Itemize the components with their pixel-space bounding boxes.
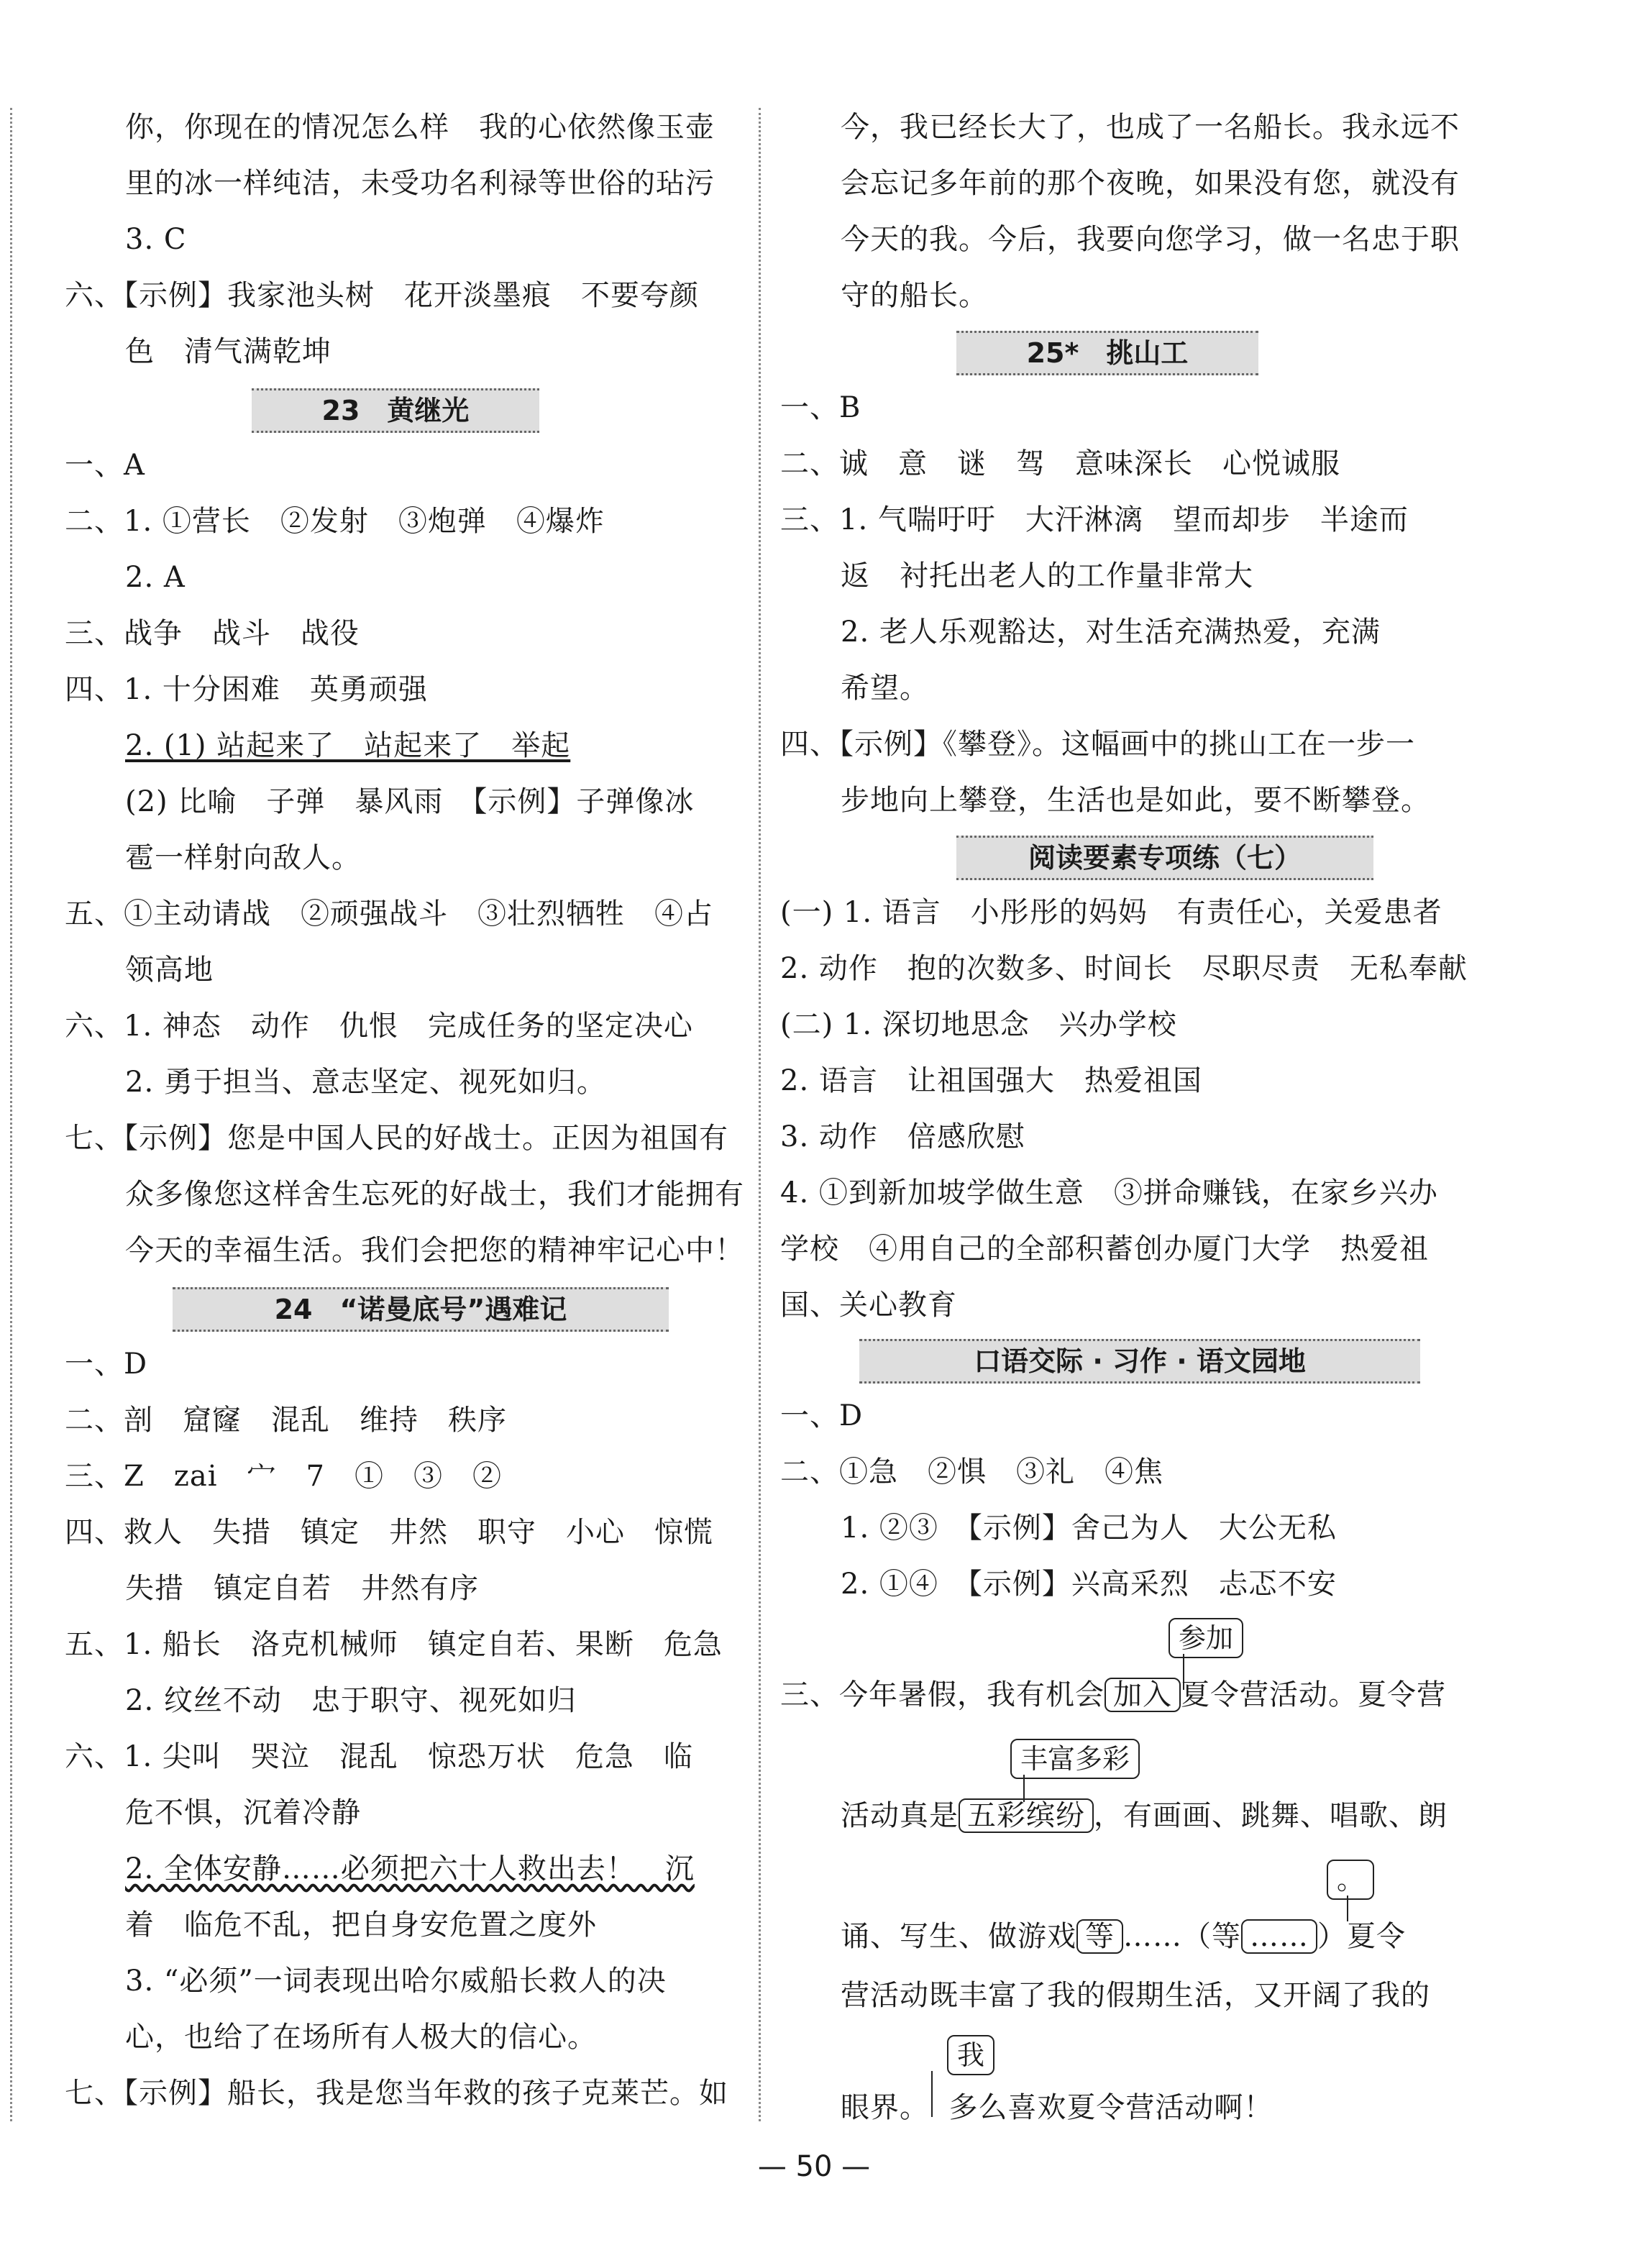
text-line	[780, 1677, 1446, 1713]
marked-word: 加入	[1105, 1678, 1181, 1712]
text-line: (二) 1. 深切地思念 兴办学校	[780, 1008, 1177, 1041]
section-heading-23: 23 黄继光	[252, 388, 539, 433]
edit-mark	[1347, 1896, 1348, 1921]
text-line: 众多像您这样舍生忘死的好战士，我们才能拥有	[125, 1178, 744, 1211]
text-line: 返 衬托出老人的工作量非常大	[841, 559, 1253, 593]
text-line: 六、1. 神态 动作 仇恨 完成任务的坚定决心	[65, 1010, 693, 1043]
text-line: 一、A	[65, 449, 145, 482]
text-line	[841, 2090, 1273, 2126]
text-line: 3. C	[125, 223, 187, 256]
text-line	[841, 1919, 1406, 1954]
text-line: 二、①急 ②惧 ③礼 ④焦	[780, 1455, 1163, 1489]
text-line: 四、1. 十分困难 英勇顽强	[65, 673, 428, 706]
section-heading-oral: 口语交际 · 习作 · 语文园地	[859, 1339, 1420, 1384]
text-line: 一、B	[780, 391, 861, 424]
text-line: 2. 老人乐观豁达，对生活充满热爱，充满	[841, 616, 1381, 649]
text-line: 1. ②③ 【示例】舍己为人 大公无私	[841, 1512, 1337, 1545]
text-line: 国、关心教育	[780, 1289, 957, 1322]
text-segment: ……（等	[1123, 1920, 1241, 1953]
text-line: 二、诚 意 谜 驾 意味深长 心悦诚服	[780, 447, 1340, 480]
insert-box: 丰富多彩	[1010, 1739, 1140, 1779]
text-line: 三、Z zai 宀 7 ① ③ ②	[65, 1460, 502, 1493]
text-line: 今天的幸福生活。我们会把您的精神牢记心中！	[125, 1234, 744, 1267]
text-line: 领高地	[125, 954, 214, 987]
section-heading-25: 25* 挑山工	[956, 331, 1258, 375]
insert-box: 。	[1327, 1860, 1374, 1900]
text-line: 六、1. 尖叫 哭泣 混乱 惊恐万状 危急 临	[65, 1740, 693, 1773]
text-line: 三、战争 战斗 战役	[65, 617, 360, 650]
text-line: 今天的我。今后，我要向您学习，做一名忠于职	[841, 223, 1460, 256]
marked-word: ……	[1241, 1919, 1317, 1954]
text-line: 二、剖 窟窿 混乱 维持 秩序	[65, 1404, 507, 1437]
insert-box: 我	[947, 2035, 994, 2075]
text-line: 2. A	[125, 561, 186, 594]
text-segment: 诵、写生、做游戏	[841, 1920, 1076, 1953]
text-segment: 夏令营活动。夏令营	[1181, 1678, 1446, 1711]
text-line: (2) 比喻 子弹 暴风雨 【示例】子弹像冰	[125, 785, 695, 818]
text-line: 营活动既丰富了我的假期生活，又开阔了我的	[841, 1979, 1430, 2012]
text-segment: 多么喜欢夏令营活动啊！	[948, 2091, 1273, 2124]
text-line: 二、1. ①营长 ②发射 ③炮弹 ④爆炸	[65, 505, 605, 538]
text-line: 2. 勇于担当、意志坚定、视死如归。	[125, 1066, 606, 1099]
page-number: — 50 —	[757, 2150, 871, 2183]
text-line: 七、【示例】船长，我是您当年救的孩子克莱芒。如	[65, 2077, 728, 2110]
text-line: 失措 镇定自若 井然有序	[125, 1572, 479, 1605]
text-line: 3. 动作 倍感欣慰	[780, 1120, 1025, 1153]
text-line: 雹一样射向敌人。	[125, 841, 361, 874]
column-divider	[759, 108, 761, 2121]
text-line: 着 临危不乱，把自身安危置之度外	[125, 1908, 597, 1942]
text-line: 2. 纹丝不动 忠于职守、视死如归	[125, 1684, 577, 1717]
text-line: 五、1. 船长 洛克机械师 镇定自若、果断 危急	[65, 1628, 723, 1661]
text-line	[841, 1798, 1448, 1834]
text-line: 四、【示例】《攀登》。这幅画中的挑山工在一步一	[780, 728, 1415, 761]
text-line: 4. ①到新加坡学做生意 ③拼命赚钱，在家乡兴办	[780, 1176, 1438, 1210]
text-line: 守的船长。	[841, 279, 988, 312]
section-heading-24: 24 “诺曼底号”遇难记	[173, 1287, 669, 1332]
text-line: 2. ①④ 【示例】兴高采烈 忐忑不安	[841, 1568, 1337, 1601]
text-line: 四、救人 失措 镇定 井然 职守 小心 惊慌	[65, 1516, 713, 1549]
text-line: (一) 1. 语言 小彤彤的妈妈 有责任心，关爱患者	[780, 896, 1442, 929]
text-line: 2. (1) 站起来了 站起来了 举起	[125, 729, 571, 762]
section-heading-reading: 阅读要素专项练（七）	[956, 836, 1373, 880]
insert-box: 参加	[1169, 1618, 1243, 1658]
text-segment: 眼界。	[841, 2091, 929, 2124]
text-line: 你，你现在的情况怎么样 我的心依然像玉壶	[125, 111, 715, 144]
text-line: 希望。	[841, 672, 929, 705]
text-segment: ）夏令	[1317, 1920, 1406, 1953]
text-line: 三、1. 气喘吁吁 大汗淋漓 望而却步 半途而	[780, 503, 1409, 536]
text-line: 2. 语言 让祖国强大 热爱祖国	[780, 1064, 1202, 1097]
text-line: 里的冰一样纯洁，未受功名利禄等世俗的玷污	[125, 167, 715, 200]
text-line: 学校 ④用自己的全部积蓄创办厦门大学 热爱祖	[780, 1233, 1429, 1266]
left-margin-divider	[10, 108, 12, 2121]
text-line: 会忘记多年前的那个夜晚，如果没有您，就没有	[841, 167, 1460, 200]
text-line: 七、【示例】您是中国人民的好战士。正因为祖国有	[65, 1122, 728, 1155]
text-line: 一、D	[65, 1348, 148, 1381]
text-line: 一、D	[780, 1399, 864, 1432]
text-segment: 活动真是	[841, 1799, 959, 1832]
text-line: 六、【示例】我家池头树 花开淡墨痕 不要夸颜	[65, 279, 699, 312]
text-line: 2. 动作 抱的次数多、时间长 尽职尽责 无私奉献	[780, 952, 1468, 985]
text-line: 2. 全体安静……必须把六十人救出去！ 沉	[125, 1852, 695, 1885]
text-line: 步地向上攀登，生活也是如此，要不断攀登。	[841, 784, 1430, 817]
text-line: 3. “必须”一词表现出哈尔威船长救人的决	[125, 1965, 667, 1998]
text-line: 心，也给了在场所有人极大的信心。	[125, 2021, 597, 2054]
text-line: 五、①主动请战 ②顽强战斗 ③壮烈牺牲 ④占	[65, 897, 713, 930]
marked-word: 五彩缤纷	[959, 1798, 1094, 1833]
text-segment: ，有画画、跳舞、唱歌、朗	[1094, 1799, 1448, 1832]
text-line: 今，我已经长大了，也成了一名船长。我永远不	[841, 111, 1460, 144]
text-line: 色 清气满乾坤	[125, 335, 331, 368]
text-line: 危不惧，沉着冷静	[125, 1796, 361, 1829]
text-segment: 三、今年暑假，我有机会	[780, 1678, 1105, 1711]
marked-word: 等	[1076, 1919, 1123, 1954]
